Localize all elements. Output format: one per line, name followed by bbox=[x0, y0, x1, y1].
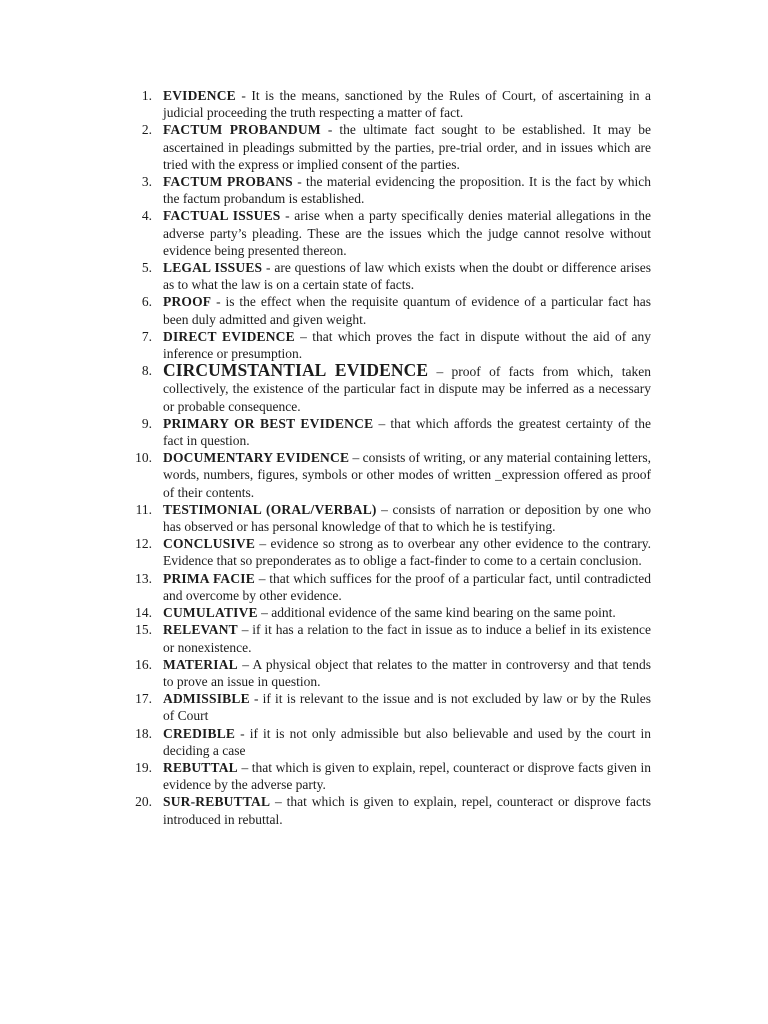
item-number: 4. bbox=[141, 208, 152, 224]
list-item bbox=[119, 328, 651, 362]
item-number: 18. bbox=[135, 725, 152, 741]
item-text bbox=[163, 259, 651, 293]
item-text bbox=[163, 121, 651, 173]
item-number: 16. bbox=[135, 656, 152, 672]
list-item bbox=[119, 604, 651, 621]
item-definition: – if it has a relation to the fact in issue as to induce a belief in its existence or nonexistence. bbox=[163, 622, 651, 655]
list-item bbox=[119, 759, 651, 793]
item-text bbox=[163, 725, 651, 759]
item-number: 19. bbox=[135, 759, 152, 775]
item-definition: – consists of writing, or any material containing letters, words, numbers, figures, symbols or other modes of written _expression offered as proof of their contents. bbox=[163, 450, 651, 500]
item-definition: - the material evidencing the proposition. It is the fact by which the factum probandum is established. bbox=[163, 174, 652, 207]
item-definition: – that which suffices for the proof of a particular fact, until contradicted and overcome by other evidence. bbox=[163, 570, 651, 603]
item-number: 1. bbox=[141, 88, 152, 103]
item-number: 6. bbox=[141, 294, 152, 310]
item-definition: – that which is given to explain, repel, counteract or disprove facts given in evidence by the adverse party. bbox=[163, 759, 651, 793]
item-term: FACTUM PROBANDUM bbox=[163, 122, 321, 138]
item-text bbox=[163, 793, 651, 827]
list-item bbox=[119, 535, 651, 569]
item-number: 10. bbox=[135, 450, 152, 466]
item-number: 8. bbox=[141, 363, 152, 379]
list-item bbox=[119, 793, 651, 827]
item-text bbox=[163, 604, 651, 621]
item-text bbox=[163, 293, 651, 327]
item-definition: - the ultimate fact sought to be established. It may be ascertained in pleadings submitted by the parties, pre-trial order, and in issues which are tried with the express or implied consent of the parties. bbox=[163, 122, 651, 172]
item-definition: – that which is given to explain, repel, counteract or disprove facts introduced in rebuttal. bbox=[163, 794, 651, 827]
item-text bbox=[163, 690, 651, 724]
item-text bbox=[163, 173, 651, 207]
item-text bbox=[163, 535, 651, 569]
item-text bbox=[163, 415, 651, 449]
list-item bbox=[119, 570, 651, 604]
list-item bbox=[119, 725, 651, 759]
item-number: 7. bbox=[141, 328, 152, 344]
item-number: 5. bbox=[141, 260, 152, 276]
item-term: PRIMA FACIE bbox=[163, 570, 255, 586]
item-definition: – A physical object that relates to the matter in controversy and that tends to prove an issue in question. bbox=[163, 656, 651, 689]
item-term: EVIDENCE bbox=[163, 88, 236, 103]
item-term: REBUTTAL bbox=[163, 759, 238, 775]
item-definition: – that which proves the fact in dispute without the aid of any inference or presumption. bbox=[163, 328, 652, 362]
item-definition: - if it is not only admissible but also believable and used by the court in deciding a case bbox=[163, 725, 651, 758]
item-text bbox=[163, 621, 651, 655]
list-item bbox=[119, 259, 651, 293]
item-term: TESTIMONIAL (ORAL/VERBAL) bbox=[163, 501, 377, 517]
item-text bbox=[163, 207, 651, 259]
list-item bbox=[119, 173, 651, 207]
list-item bbox=[119, 207, 651, 259]
item-term: PROOF bbox=[163, 294, 212, 310]
list-item bbox=[119, 621, 651, 655]
item-text bbox=[163, 570, 651, 604]
item-text bbox=[163, 501, 651, 535]
list-item bbox=[119, 415, 651, 449]
item-number: 3. bbox=[141, 174, 152, 190]
item-term: RELEVANT bbox=[163, 622, 238, 638]
item-term: DOCUMENTARY EVIDENCE bbox=[163, 450, 350, 466]
item-text bbox=[163, 656, 651, 690]
definitions-list bbox=[119, 87, 651, 828]
item-number: 13. bbox=[135, 570, 152, 586]
list-item bbox=[119, 121, 651, 173]
item-term: FACTUM PROBANS bbox=[163, 174, 293, 190]
item-definition: - arise when a party specifically denies material allegations in the adverse party’s pleading. These are the issues which the judge cannot resolve without evidence being presented thereon. bbox=[163, 208, 652, 258]
item-term: CONCLUSIVE bbox=[163, 536, 256, 552]
list-item bbox=[119, 362, 651, 415]
item-definition: - is the effect when the requisite quantum of evidence of a particular fact has been duly admitted and given weight. bbox=[163, 294, 651, 327]
item-number: 15. bbox=[135, 622, 152, 638]
item-text bbox=[163, 362, 651, 415]
item-definition: - are questions of law which exists when the doubt or difference arises as to what the law is on a certain state of facts. bbox=[163, 260, 651, 293]
item-text bbox=[163, 759, 651, 793]
list-item bbox=[119, 293, 651, 327]
item-number: 12. bbox=[135, 536, 152, 552]
item-term: ADMISSIBLE bbox=[163, 691, 250, 707]
item-text bbox=[163, 328, 651, 362]
item-term: PRIMARY OR BEST EVIDENCE bbox=[163, 415, 374, 431]
item-term: CREDIBLE bbox=[163, 725, 236, 741]
item-term: LEGAL ISSUES bbox=[163, 260, 263, 276]
list-item bbox=[119, 690, 651, 724]
item-number: 9. bbox=[141, 415, 152, 431]
item-number: 17. bbox=[135, 691, 152, 707]
item-definition: - if it is relevant to the issue and is not excluded by law or by the Rules of Court bbox=[163, 691, 651, 724]
item-definition: – evidence so strong as to overbear any other evidence to the contrary. Evidence that so preponderates as to oblige a fact-finder to come to a certain conclusion. bbox=[163, 536, 651, 569]
list-item bbox=[119, 656, 651, 690]
item-term: MATERIAL bbox=[163, 656, 238, 672]
item-text bbox=[163, 449, 651, 501]
item-term: CIRCUMSTANTIAL EVIDENCE bbox=[163, 360, 429, 381]
item-definition: – consists of narration or deposition by one who has observed or has personal knowledge of that to which he is testifying. bbox=[163, 501, 651, 535]
item-term: CUMULATIVE bbox=[163, 605, 258, 621]
item-number: 11. bbox=[135, 501, 152, 517]
item-definition: – that which affords the greatest certainty of the fact in question. bbox=[163, 415, 652, 449]
item-definition: – proof of facts from which, taken collectively, the existence of the particular fact in dispute may be inferred as a necessary or probable consequence. bbox=[163, 364, 651, 414]
list-item bbox=[119, 501, 651, 535]
item-term: SUR-REBUTTAL bbox=[163, 794, 271, 810]
list-item bbox=[119, 87, 651, 121]
item-term: DIRECT EVIDENCE bbox=[163, 328, 295, 344]
item-number: 20. bbox=[135, 794, 152, 810]
item-definition: – additional evidence of the same kind bearing on the same point. bbox=[257, 605, 616, 621]
item-number: 14. bbox=[135, 605, 152, 621]
item-definition: - It is the means, sanctioned by the Rules of Court, of ascertaining in a judicial proceeding the truth respecting a matter of fact. bbox=[163, 88, 651, 121]
item-text bbox=[163, 87, 651, 121]
item-term: FACTUAL ISSUES bbox=[163, 208, 281, 224]
list-item bbox=[119, 449, 651, 501]
item-number: 2. bbox=[141, 122, 152, 138]
